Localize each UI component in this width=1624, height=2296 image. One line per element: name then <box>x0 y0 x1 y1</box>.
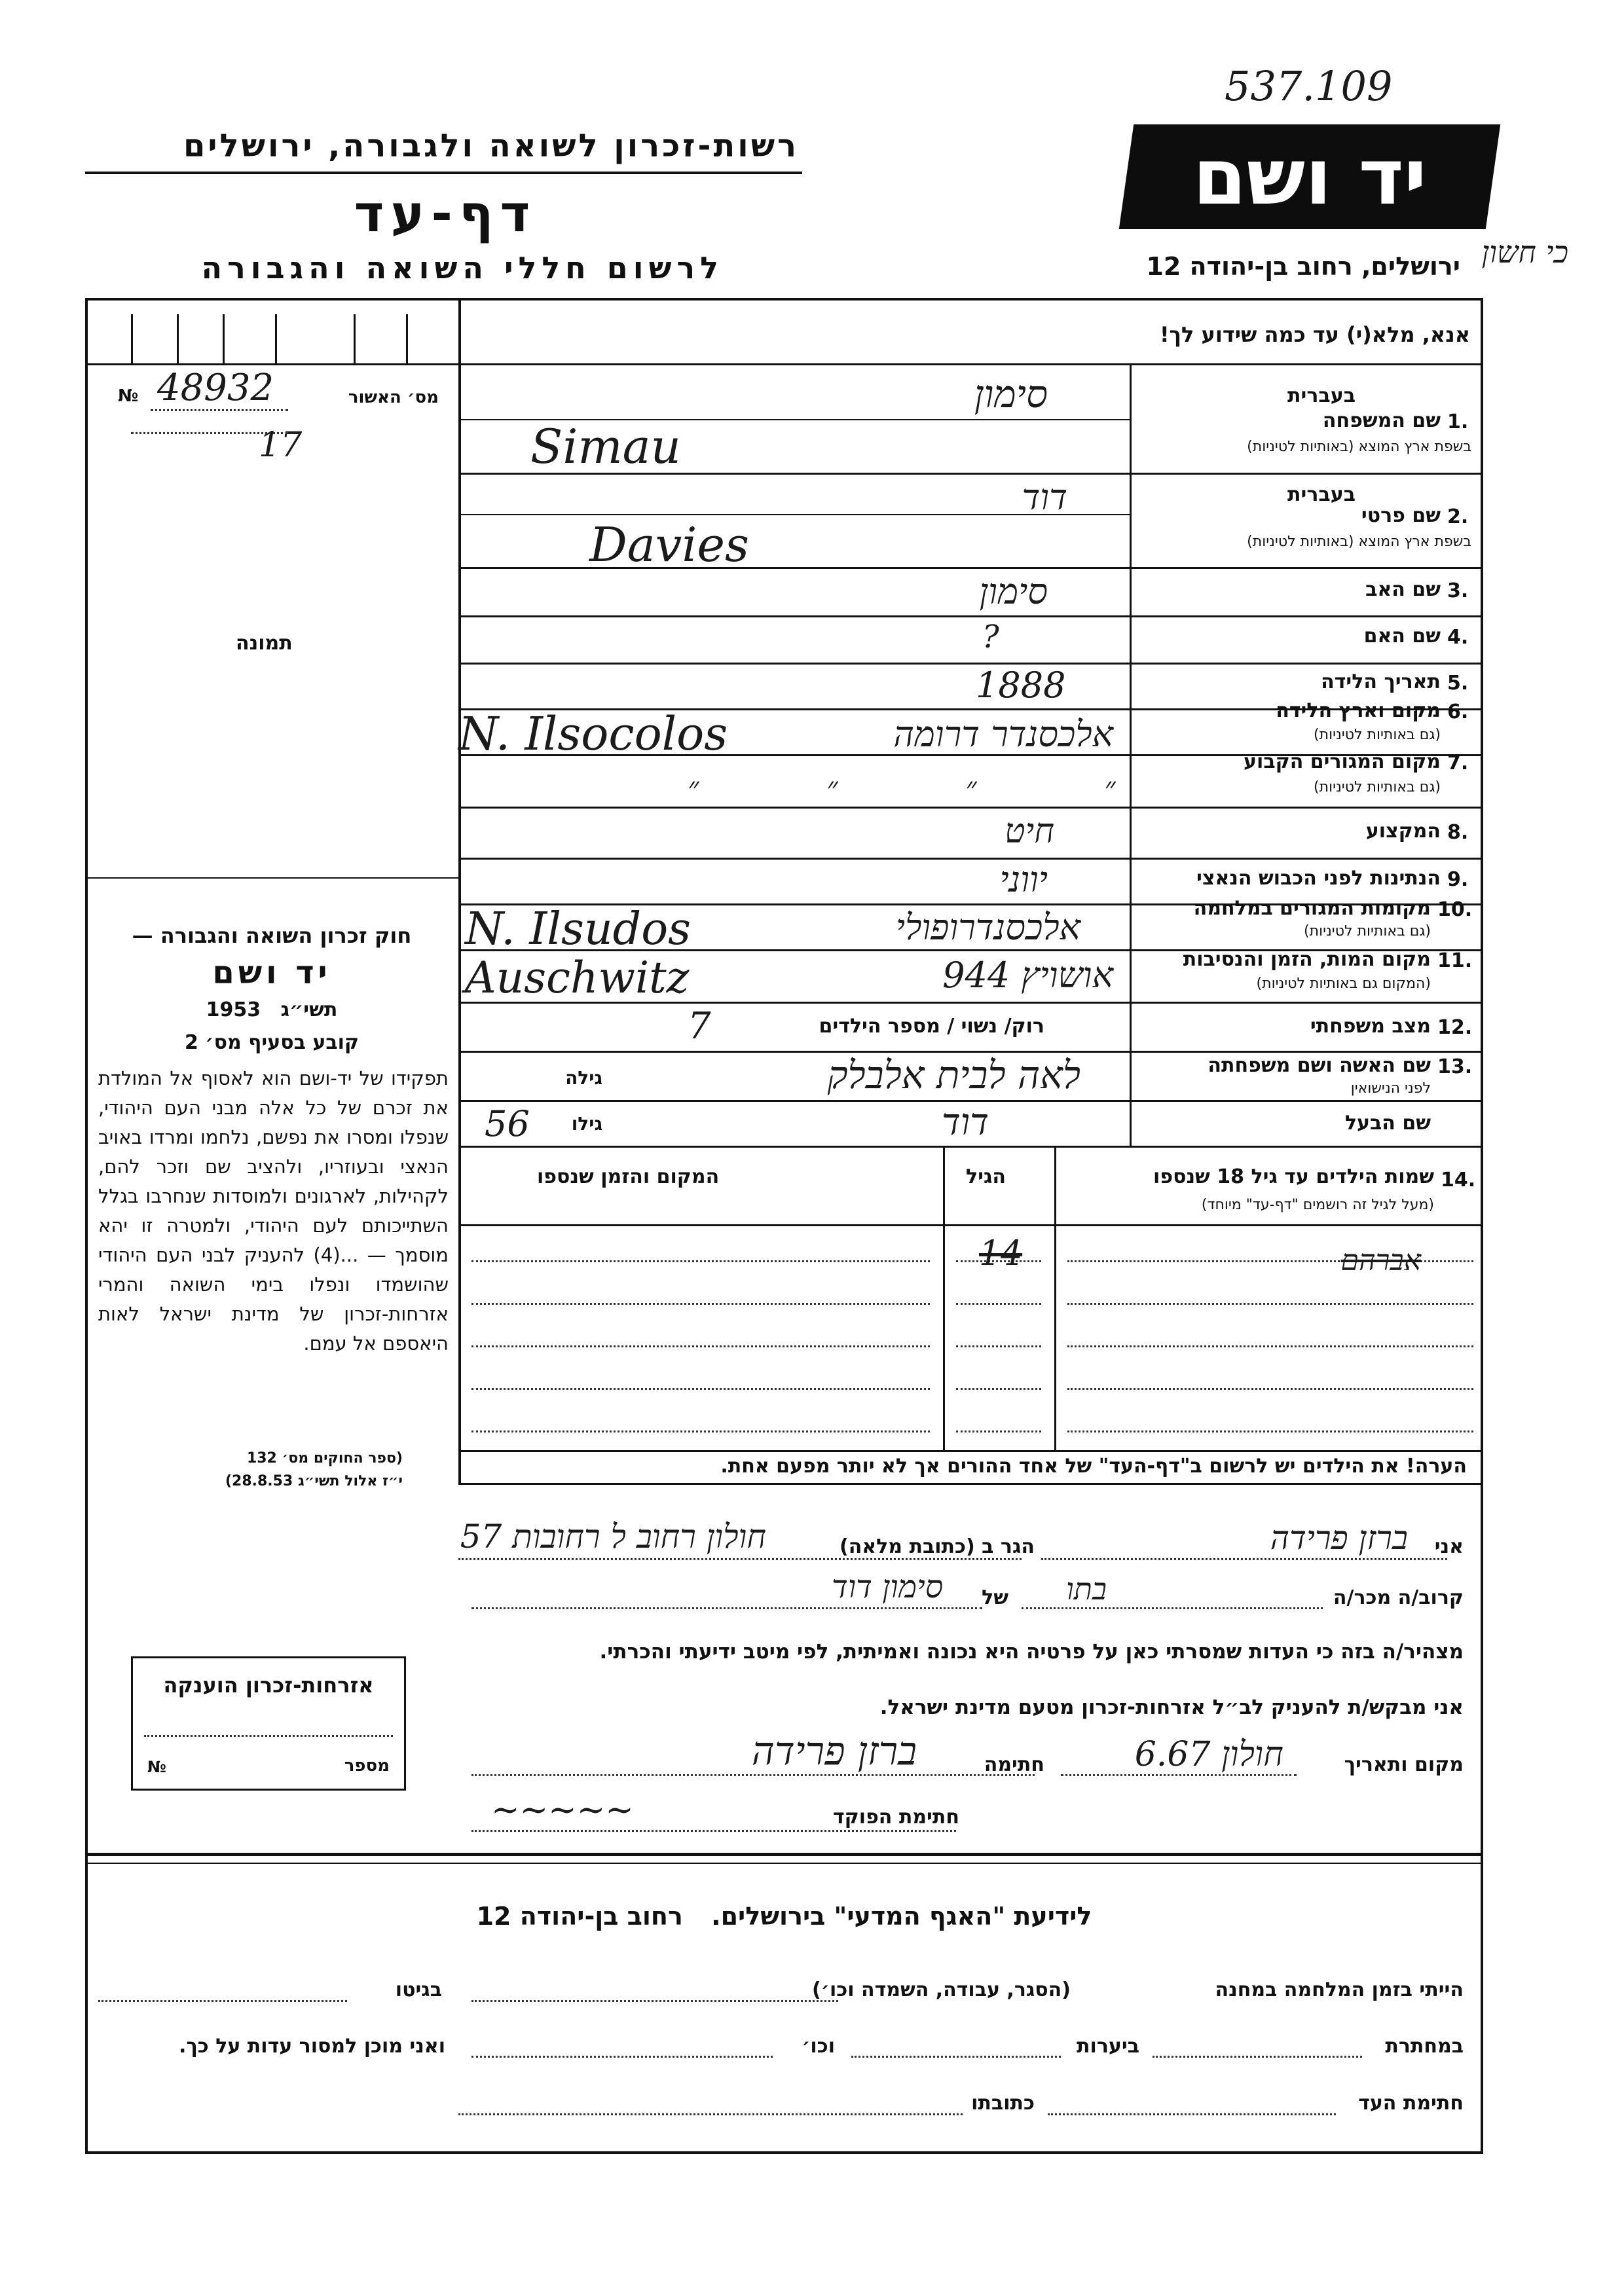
place-date-label: מקום ותאריך <box>1344 1753 1464 1776</box>
field-3-value: סימון <box>979 571 1048 612</box>
law-year-row <box>98 998 445 1021</box>
declarant-name: ברזן פרידה <box>1270 1519 1408 1557</box>
field-11-value-hebrew: אושויץ 944 <box>942 955 1113 996</box>
field-6-num: 6. <box>1447 701 1469 723</box>
field-10-value-hebrew: אלכסנדרופולי <box>895 907 1080 948</box>
field-1-value-hebrew: סימון <box>974 372 1048 416</box>
field-9-value: יווני <box>999 859 1048 900</box>
field-11-label: מקום המות, הזמן והנסיבות <box>1183 948 1431 971</box>
declarant-address: חולון רחוב ל רחובות 57 <box>460 1518 766 1556</box>
field-1-value-latin: Simau <box>530 419 681 474</box>
official-signature-label: חתימת הפוקד <box>833 1806 959 1829</box>
signature-label: חתימה <box>984 1753 1044 1776</box>
field-5-label: תאריך הלידה <box>1321 670 1441 693</box>
field-12-options: רוק/ נשוי / מספר הילדים <box>819 1015 1044 1038</box>
archive-number: 537.109 <box>1225 62 1393 110</box>
law-name: יד ושם <box>212 955 331 991</box>
field-12-num: 12. <box>1437 1016 1473 1039</box>
footer-heading-row <box>85 1902 1483 1931</box>
citizenship-symbol: № <box>147 1758 166 1776</box>
authority-heading: רשות-זכרון לשואה ולגבורה, ירושלים <box>183 128 799 164</box>
authority-underline <box>85 172 802 174</box>
field-2-value-hebrew: דוד <box>1022 477 1067 518</box>
citizenship-number-label: מספר <box>344 1756 390 1776</box>
field-5-value: 1888 <box>976 665 1066 706</box>
header-address: ירושלים, רחוב בן-יהודה 12 <box>1146 252 1460 281</box>
field-8-num: 8. <box>1447 821 1469 844</box>
field-1-lang: בעברית <box>1287 384 1356 407</box>
field-2-num: 2. <box>1447 505 1469 528</box>
field-2-lang: בעברית <box>1287 483 1356 506</box>
footer-address: רחוב בן-יהודה 12 <box>476 1902 683 1931</box>
field-7-sub: (גם באותיות לטיניות) <box>1314 779 1441 795</box>
footer-line2-a: במחתרת <box>1385 2035 1464 2058</box>
footer-line3-a: חתימת העד <box>1358 2092 1464 2115</box>
law-ref-2: י״ז אלול תשי״ג 28.8.53) <box>225 1473 403 1489</box>
field-11-num: 11. <box>1437 949 1473 972</box>
law-body: תפקידו של יד-ושם הוא לאסוף אל המולדת את זכרם של כל אלה מבני העם היהודי, שנפלו ומסרו את נפשם, נלחמו ומרדו באויב הנאצי ובעוזריו, ולהציב שם וזכר להם, לקהילות, לארגונים ולמוסדות שנחרבו בגלל השתייכותם לעם היהודי, ולמטרה זו יהא מוסמך — ...(4) להעניק לבני העם היהודי שהושמדו ונפלו בימי השואה והמרי אזרחות-זכרון של מדינת ישראל לאות היאספם אל עמם. <box>98 1067 449 1355</box>
form-subtitle: לרשום חללי השואה והגבורה <box>201 250 724 285</box>
footer-title: לידיעת "האגף המדעי" בירושלים. <box>711 1902 1092 1931</box>
corner-handwriting: כי חשון <box>1481 234 1568 270</box>
footer-line1-b: (הסגר, עבודה, השמדה וכו׳) <box>811 1978 1071 2001</box>
official-signature: ~~~~~ <box>491 1791 634 1830</box>
logo-text: יד ושם <box>1192 132 1427 222</box>
law-title: חוק זכרון השואה והגבורה — <box>132 923 412 948</box>
photo-label: תמונה <box>236 632 293 655</box>
declarant-i-label: אני <box>1434 1535 1464 1558</box>
field-4-num: 4. <box>1447 626 1469 649</box>
citizenship-title: אזרחות-זכרון הוענקה <box>163 1673 374 1698</box>
field-4-value: ? <box>982 619 999 655</box>
field-10-num: 10. <box>1437 898 1473 921</box>
field-6-label: מקום וארץ הלידה <box>1276 699 1441 722</box>
field-8-value: חיט <box>1005 812 1054 851</box>
field-3-label: שם האב <box>1365 578 1441 601</box>
law-year-hebrew: תשי״ג <box>280 998 338 1021</box>
footer-line3-b: כתובתו <box>971 2092 1035 2115</box>
footer-line2-c: וכו׳ <box>802 2035 835 2058</box>
field-1-sub: בשפת ארץ המוצא (באותיות לטיניות) <box>1247 439 1471 455</box>
field-10-value-latin: N. Ilsudos <box>465 903 692 955</box>
relative-label: קרוב/ה מכר/ה <box>1333 1586 1464 1609</box>
certificate-sub-number: 17 <box>259 426 303 465</box>
of-name: סימון דוד <box>832 1569 943 1605</box>
field-13-num: 13. <box>1437 1055 1473 1078</box>
field-9-num: 9. <box>1447 868 1469 891</box>
certificate-symbol: № <box>118 386 139 406</box>
field-13-label: שם האשה ושם משפחתה <box>1208 1054 1431 1077</box>
husband-label: שם הבעל <box>1344 1112 1431 1135</box>
declarant-resides-label: הגר ב (כתובת מלאה) <box>839 1535 1035 1558</box>
field-6-sub: (גם באותיות לטיניות) <box>1314 727 1441 743</box>
child-age: 14 <box>979 1234 1023 1273</box>
children-label: שמות הילדים עד גיל 18 שנספו <box>1153 1165 1434 1188</box>
form-title: דף-עד <box>354 185 537 244</box>
declaration-text: מצהיר/ה בזה כי העדות שמסרתי כאן על פרטיה היא נכונה ואמיתית, לפי מיטב ידיעתי והכרתי. <box>599 1640 1464 1664</box>
field-10-label: מקומות המגורים במלחמה <box>1193 897 1431 920</box>
footer-line1-c: בגיטו <box>395 1978 442 2001</box>
law-year: 1953 <box>206 998 261 1021</box>
place-date: חולון 6.67 <box>1134 1735 1283 1774</box>
relation: בתו <box>1066 1571 1107 1607</box>
field-4-label: שם האם <box>1363 625 1441 647</box>
footer-line2-d: ואני מוכן למסור עדות על כך. <box>179 2035 445 2058</box>
child-name: אברהם <box>1340 1244 1421 1277</box>
field-13-value: לאה לבית אלבלק <box>827 1053 1080 1097</box>
field-1-label: שם המשפחה <box>1322 409 1441 432</box>
certificate-label: מס׳ האשור <box>348 388 439 407</box>
footer-line2-b: ביערות <box>1077 2035 1139 2058</box>
husband-value: דוד <box>941 1101 989 1144</box>
field-11-sub: (המקום גם באותיות לטיניות) <box>1256 975 1431 992</box>
field-9-label: הנתינות לפני הכבוש הנאצי <box>1196 867 1441 890</box>
instruction-text: אנא, מלא(י) עד כמה שידוע לך! <box>1159 322 1470 347</box>
note-text: הערה! את הילדים יש לרשום ב"דף-העד" של אחד ההורים אך לא יותר מפעם אחת. <box>720 1455 1467 1478</box>
field-6-value-latin: N. Ilsocolos <box>458 707 728 761</box>
children-sub: (מעל לגיל זה רושמים "דף-עד" מיוחד) <box>1201 1197 1434 1213</box>
children-age-header: הגיל <box>966 1165 1006 1188</box>
footer-line1-a: הייתי בזמן המלחמה במחנה <box>1215 1978 1464 2001</box>
field-7-label: מקום המגורים הקבוע <box>1244 750 1441 773</box>
certificate-number: 48932 <box>157 367 274 409</box>
law-ref-1: (ספר החוקים מס׳ 132 <box>246 1450 403 1467</box>
left-column-divider <box>458 298 461 1483</box>
field-12-label: מצב משפחתי <box>1310 1015 1431 1038</box>
field-8-label: המקצוע <box>1365 820 1441 843</box>
field-10-sub: (גם באותיות לטיניות) <box>1304 923 1431 939</box>
field-7-value: ״ ״ ״ ״ <box>688 770 1175 805</box>
wife-age-label: גילה <box>565 1067 602 1089</box>
field-2-label: שם פרטי <box>1361 504 1441 527</box>
of-label: של <box>982 1586 1008 1609</box>
field-2-sub: בשפת ארץ המוצא (באותיות לטיניות) <box>1247 534 1471 550</box>
request-text: אני מבקש/ת להעניק לב״ל אזרחות-זכרון מטעם מדינת ישראל. <box>879 1696 1464 1719</box>
field-2-value-latin: Davies <box>589 517 749 572</box>
children-num: 14. <box>1441 1169 1476 1192</box>
field-3-num: 3. <box>1447 579 1469 602</box>
field-11-value-latin: Auschwitz <box>465 953 690 1003</box>
field-1-num: 1. <box>1447 410 1469 433</box>
husband-age-label: גילו <box>571 1113 602 1135</box>
law-clause: קובע בסעיף מס׳ 2 <box>184 1031 360 1054</box>
field-6-value-hebrew: אלכסנדר דרומה <box>893 714 1113 755</box>
field-7-num: 7. <box>1447 752 1469 774</box>
field-5-num: 5. <box>1447 672 1469 695</box>
field-12-value: 7 <box>688 1005 711 1048</box>
husband-age: 56 <box>485 1103 530 1144</box>
children-place-header: המקום והזמן שנספו <box>537 1165 720 1188</box>
signature: ברזן פרידה <box>751 1728 917 1774</box>
field-13-sub: לפני הנישואין <box>1350 1080 1431 1097</box>
